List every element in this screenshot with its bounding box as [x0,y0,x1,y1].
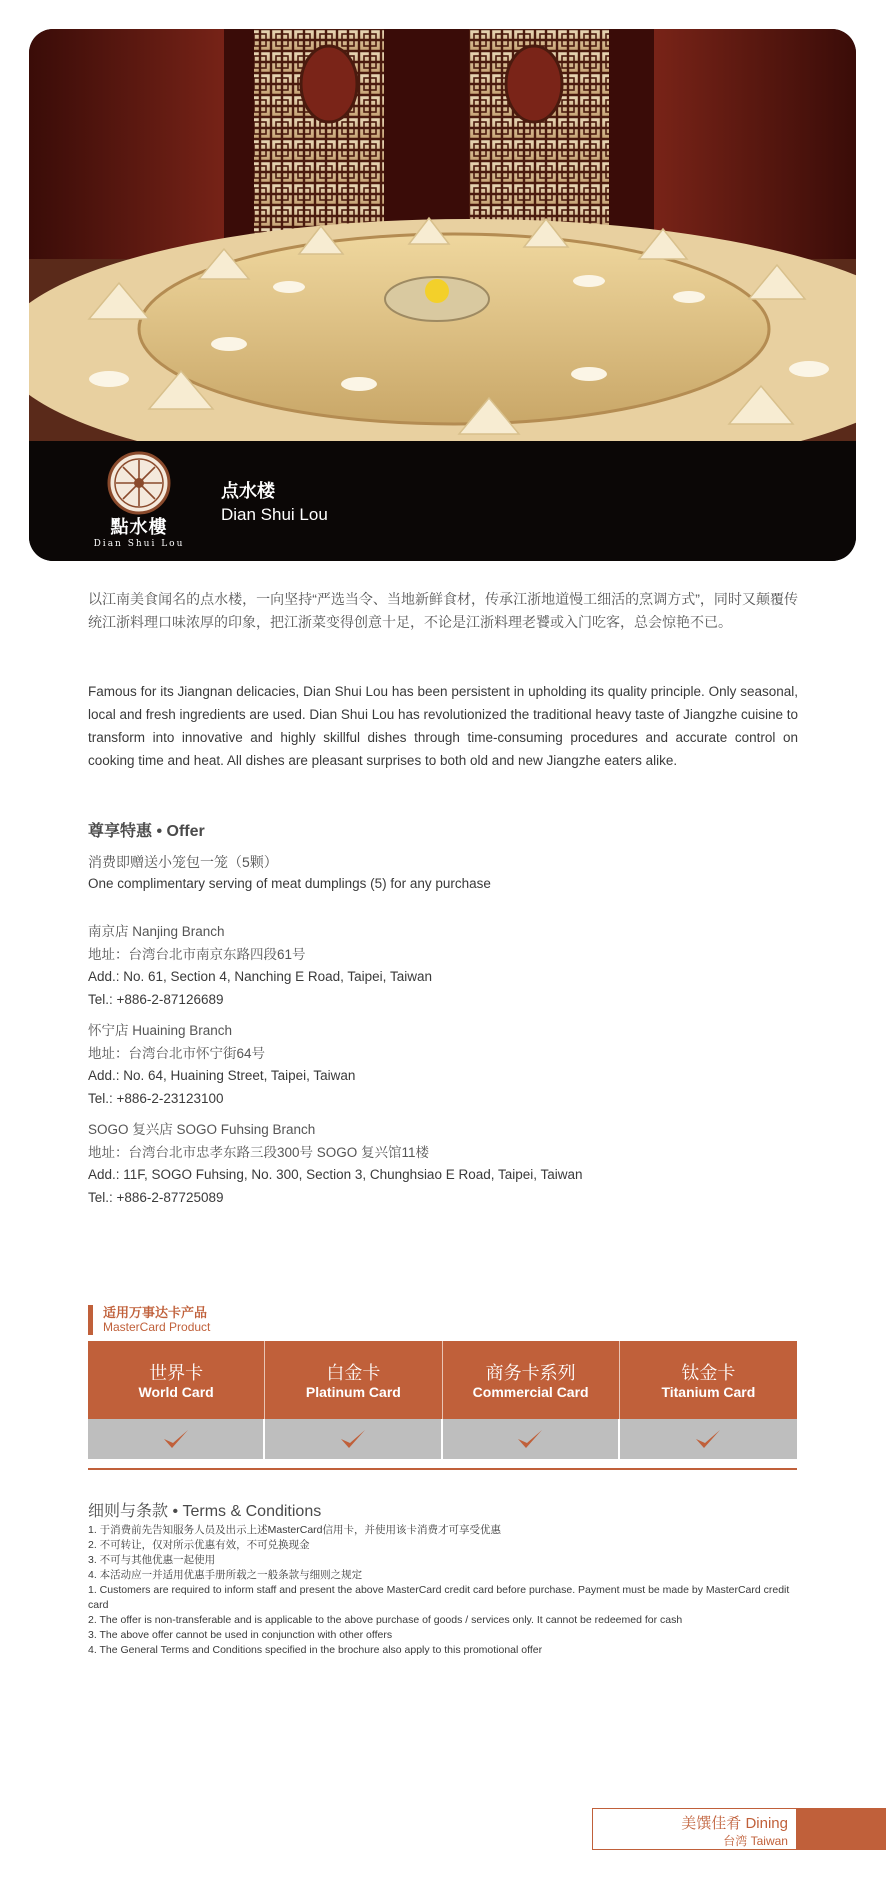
footer-accent-block [797,1808,886,1850]
branch-phone: Tel.: +886-2-23123100 [88,1090,224,1106]
branch-address-en: Add.: No. 61, Section 4, Nanching E Road, Taipei, Taiwan [88,969,432,984]
branch-phone: Tel.: +886-2-87725089 [88,1189,224,1205]
card-world [88,1341,265,1419]
check-cell [620,1419,797,1459]
branch-phone: Tel.: +886-2-87126689 [88,991,224,1007]
branch-sogo-fuhsing [88,1119,798,1209]
card-eligibility-table [88,1341,797,1470]
footer-region: 台湾 Taiwan [723,1834,788,1848]
offer-title: 尊享特惠 • Offer [88,823,205,840]
mastercard-heading-cn: 适用万事达卡产品 [103,1305,208,1320]
logo-english-text: Dian Shui Lou [93,539,185,549]
term-item-cn: 3. 不可与其他优惠一起使用 [88,1554,216,1566]
check-cell [443,1419,620,1459]
term-item-cn: 2. 不可转让，仅对所示优惠有效，不可兑换现金 [88,1539,310,1551]
branch-address-cn: 地址：台湾台北市怀宁街64号 [88,1045,266,1061]
card-titanium [620,1341,797,1419]
branch-address-cn: 地址：台湾台北市忠孝东路三段300号 SOGO 复兴馆11楼 [88,1144,430,1160]
terms-title: 细则与条款 • Terms & Conditions [88,1503,322,1520]
mastercard-product-heading [88,1305,210,1335]
term-item-en: 1. Customers are required to inform staff and present the above MasterCard credit card before purchase. Payment must be made by MasterCard credit card [88,1584,790,1611]
term-item-en: 2. The offer is non-transferable and is applicable to the above purchase of goods / services only. It cannot be redeemed for cash [88,1614,683,1626]
checkmark-icon [694,1427,722,1451]
term-item-cn: 1. 于消费前先告知服务人员及出示上述MasterCard信用卡，并使用该卡消费才可享受优惠 [88,1524,502,1536]
offer-text-cn: 消费即赠送小笼包一笼（5颗） [88,854,278,870]
branch-address-en: Add.: No. 64, Huaining Street, Taipei, Taiwan [88,1068,356,1083]
card-name-cn: 世界卡 [149,1363,204,1383]
card-name-cn: 钛金卡 [681,1363,736,1383]
check-cell [265,1419,442,1459]
hero-banner [29,29,856,561]
logo-chinese-text: 點水樓 [110,517,168,538]
card-name-en: World Card [138,1384,214,1400]
restaurant-logo [89,449,189,553]
offer-text-en: One complimentary serving of meat dumplings (5) for any purchase [88,876,491,891]
branch-name: 南京店 Nanjing Branch [88,924,225,939]
card-name-en: Titanium Card [661,1384,756,1400]
checkmark-icon [162,1427,190,1451]
footer-category: 美馔佳肴 Dining [681,1815,788,1832]
footer-category-tag [592,1808,886,1850]
branch-address-cn: 地址：台湾台北市南京东路四段61号 [88,946,306,962]
term-item-cn: 4. 本活动应一并适用优惠手册所载之一般条款与细则之规定 [88,1569,363,1581]
card-platinum [265,1341,442,1419]
branch-name: 怀宁店 Huaining Branch [88,1023,233,1038]
checkmark-icon [516,1427,544,1451]
intro-paragraph-en: Famous for its Jiangnan delicacies, Dian Shui Lou has been persistent in upholding its quality principle. Only seasonal, local and fresh ingredients are used. Dian Shui Lou has revolutionized the traditional heavy taste of Jiangzhe cuisine to transform into innovative and highly skillful dishes through time-consuming procedures and accurate control on cooking time and heat. All dishes are pleasant surprises to both old and new Jiangzhe eaters alike. [88,684,798,768]
card-check-row [88,1419,797,1459]
term-item-en: 4. The General Terms and Conditions specified in the brochure also apply to this promotional offer [88,1644,543,1656]
check-cell [88,1419,265,1459]
cards-divider [88,1468,797,1470]
branch-address-en: Add.: 11F, SOGO Fuhsing, No. 300, Section 3, Chunghsiao E Road, Taipei, Taiwan [88,1167,583,1182]
branch-nanjing [88,921,798,1011]
card-name-cn: 白金卡 [326,1363,381,1383]
branch-list [88,921,798,1218]
restaurant-photo [29,29,856,441]
hero-title-band [29,441,856,561]
term-item-en: 3. The above offer cannot be used in conjunction with other offers [88,1629,393,1641]
branch-huaining [88,1020,798,1110]
terms-list [88,1523,798,1658]
card-name-en: Platinum Card [305,1384,401,1400]
card-header-row [88,1341,797,1419]
lotus-emblem-icon [89,449,189,515]
restaurant-name-en: Dian Shui Lou [221,505,328,524]
card-name-cn: 商务卡系列 [485,1363,576,1383]
checkmark-icon [339,1427,367,1451]
restaurant-name-cn: 点水楼 [221,481,275,501]
card-commercial [443,1341,620,1419]
footer-tag-box [592,1808,797,1850]
mastercard-heading-en: MasterCard Product [103,1320,211,1334]
intro-paragraph-cn: 以江南美食闻名的点水楼，一向坚持“严选当令、当地新鲜食材，传承江浙地道慢工细活的烹调方式”，同时又颠覆传统江浙料理口味浓厚的印象，把江浙菜变得创意十足，不论是江浙料理老饕或入门吃客，总会惊艳不已。 [88,591,798,630]
card-name-en: Commercial Card [472,1384,589,1400]
branch-name: SOGO 复兴店 SOGO Fuhsing Branch [88,1122,316,1137]
